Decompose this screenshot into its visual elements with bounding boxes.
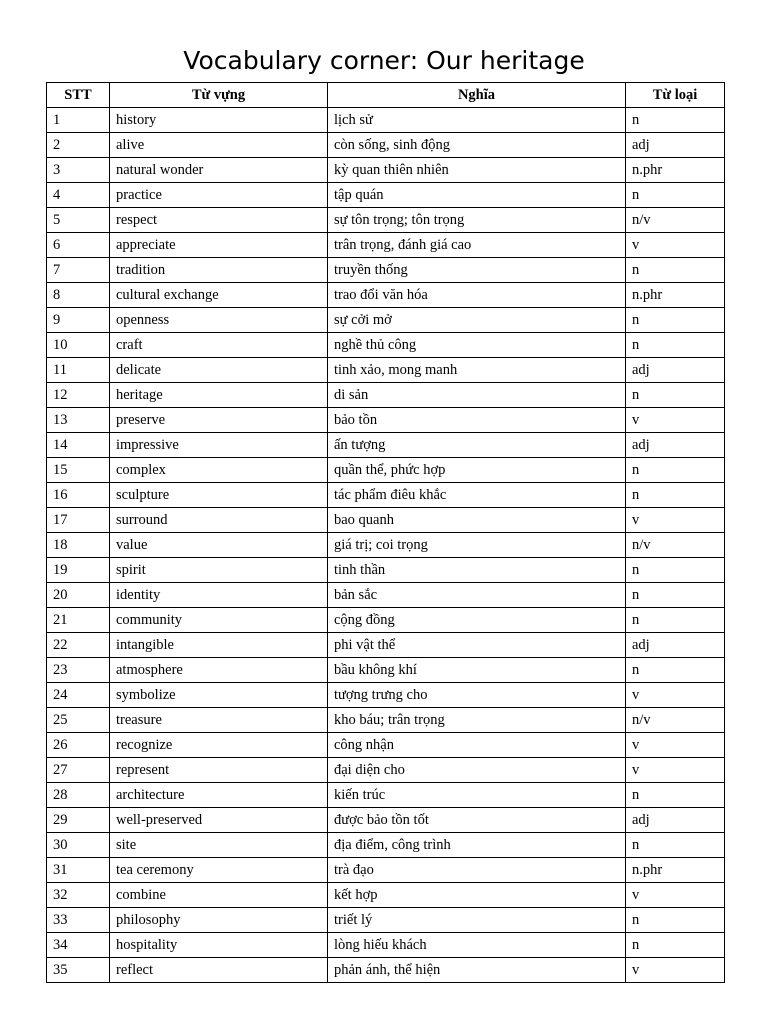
cell-word-type: v — [626, 408, 725, 433]
table-row — [47, 958, 725, 983]
cell-meaning: bảo tồn — [328, 408, 626, 433]
table-row — [47, 933, 725, 958]
cell-stt: 17 — [47, 508, 110, 533]
cell-stt: 7 — [47, 258, 110, 283]
page-title: Vocabulary corner: Our heritage — [183, 46, 585, 75]
table-row — [47, 758, 725, 783]
table-header-row — [47, 83, 725, 108]
cell-word: tea ceremony — [110, 858, 328, 883]
cell-meaning: trà đạo — [328, 858, 626, 883]
cell-word: heritage — [110, 383, 328, 408]
cell-word-type: n/v — [626, 708, 725, 733]
table-row — [47, 283, 725, 308]
cell-word: surround — [110, 508, 328, 533]
cell-word-type: n — [626, 908, 725, 933]
cell-word: value — [110, 533, 328, 558]
cell-meaning: lòng hiếu khách — [328, 933, 626, 958]
cell-meaning: truyền thống — [328, 258, 626, 283]
cell-word: identity — [110, 583, 328, 608]
cell-stt: 24 — [47, 683, 110, 708]
vocabulary-table — [46, 82, 725, 983]
table-row — [47, 208, 725, 233]
cell-word: represent — [110, 758, 328, 783]
cell-word-type: adj — [626, 358, 725, 383]
table-row — [47, 583, 725, 608]
cell-meaning: tinh thần — [328, 558, 626, 583]
cell-stt: 26 — [47, 733, 110, 758]
cell-word-type: n — [626, 783, 725, 808]
cell-word: community — [110, 608, 328, 633]
cell-word-type: n — [626, 483, 725, 508]
cell-meaning: bầu không khí — [328, 658, 626, 683]
cell-word: symbolize — [110, 683, 328, 708]
cell-word-type: v — [626, 883, 725, 908]
table-row — [47, 333, 725, 358]
cell-stt: 19 — [47, 558, 110, 583]
table-row — [47, 383, 725, 408]
cell-word: sculpture — [110, 483, 328, 508]
cell-stt: 11 — [47, 358, 110, 383]
cell-meaning: di sản — [328, 383, 626, 408]
cell-stt: 30 — [47, 833, 110, 858]
cell-word-type: n — [626, 308, 725, 333]
cell-word-type: v — [626, 958, 725, 983]
cell-word: craft — [110, 333, 328, 358]
table-row — [47, 483, 725, 508]
cell-word: alive — [110, 133, 328, 158]
table-row — [47, 633, 725, 658]
cell-meaning: lịch sử — [328, 108, 626, 133]
table-row — [47, 708, 725, 733]
cell-stt: 33 — [47, 908, 110, 933]
cell-stt: 31 — [47, 858, 110, 883]
cell-stt: 35 — [47, 958, 110, 983]
cell-stt: 23 — [47, 658, 110, 683]
header-stt: STT — [47, 83, 110, 108]
table-row — [47, 108, 725, 133]
header-meaning: Nghĩa — [328, 83, 626, 108]
cell-stt: 9 — [47, 308, 110, 333]
cell-meaning: công nhận — [328, 733, 626, 758]
table-row — [47, 808, 725, 833]
cell-word-type: v — [626, 508, 725, 533]
cell-meaning: quần thể, phức hợp — [328, 458, 626, 483]
table-row — [47, 433, 725, 458]
cell-word-type: adj — [626, 433, 725, 458]
table-row — [47, 908, 725, 933]
cell-meaning: địa điểm, công trình — [328, 833, 626, 858]
cell-word-type: n — [626, 458, 725, 483]
cell-word: hospitality — [110, 933, 328, 958]
cell-word-type: adj — [626, 808, 725, 833]
cell-meaning: bao quanh — [328, 508, 626, 533]
cell-stt: 2 — [47, 133, 110, 158]
cell-word-type: n — [626, 383, 725, 408]
cell-meaning: kiến trúc — [328, 783, 626, 808]
cell-word-type: n — [626, 558, 725, 583]
cell-word-type: n.phr — [626, 158, 725, 183]
cell-meaning: được bảo tồn tốt — [328, 808, 626, 833]
cell-word: preserve — [110, 408, 328, 433]
cell-meaning: phản ánh, thể hiện — [328, 958, 626, 983]
cell-word-type: v — [626, 758, 725, 783]
cell-meaning: giá trị; coi trọng — [328, 533, 626, 558]
cell-word-type: n/v — [626, 208, 725, 233]
cell-stt: 8 — [47, 283, 110, 308]
cell-word-type: v — [626, 233, 725, 258]
cell-stt: 34 — [47, 933, 110, 958]
cell-meaning: phi vật thể — [328, 633, 626, 658]
table-body — [47, 108, 725, 983]
table-row — [47, 833, 725, 858]
table-row — [47, 508, 725, 533]
cell-stt: 5 — [47, 208, 110, 233]
cell-stt: 28 — [47, 783, 110, 808]
cell-meaning: bản sắc — [328, 583, 626, 608]
cell-meaning: trân trọng, đánh giá cao — [328, 233, 626, 258]
cell-word: treasure — [110, 708, 328, 733]
cell-word: respect — [110, 208, 328, 233]
cell-word-type: n — [626, 608, 725, 633]
cell-word: reflect — [110, 958, 328, 983]
table-row — [47, 158, 725, 183]
cell-meaning: tập quán — [328, 183, 626, 208]
cell-word: tradition — [110, 258, 328, 283]
cell-word: openness — [110, 308, 328, 333]
cell-stt: 18 — [47, 533, 110, 558]
cell-word: philosophy — [110, 908, 328, 933]
cell-word: history — [110, 108, 328, 133]
table-row — [47, 858, 725, 883]
cell-word-type: n/v — [626, 533, 725, 558]
cell-word-type: n.phr — [626, 858, 725, 883]
cell-word: delicate — [110, 358, 328, 383]
cell-word: spirit — [110, 558, 328, 583]
cell-word-type: v — [626, 683, 725, 708]
table-row — [47, 258, 725, 283]
cell-stt: 15 — [47, 458, 110, 483]
cell-stt: 20 — [47, 583, 110, 608]
cell-stt: 21 — [47, 608, 110, 633]
cell-word: practice — [110, 183, 328, 208]
table-row — [47, 458, 725, 483]
cell-stt: 16 — [47, 483, 110, 508]
cell-stt: 4 — [47, 183, 110, 208]
table-row — [47, 658, 725, 683]
cell-word: combine — [110, 883, 328, 908]
table-row — [47, 683, 725, 708]
cell-meaning: cộng đồng — [328, 608, 626, 633]
cell-meaning: ấn tượng — [328, 433, 626, 458]
cell-word: appreciate — [110, 233, 328, 258]
table-row — [47, 358, 725, 383]
cell-word-type: n — [626, 258, 725, 283]
cell-stt: 29 — [47, 808, 110, 833]
cell-word: well-preserved — [110, 808, 328, 833]
table-row — [47, 533, 725, 558]
cell-meaning: sự cởi mở — [328, 308, 626, 333]
cell-meaning: nghề thủ công — [328, 333, 626, 358]
cell-stt: 6 — [47, 233, 110, 258]
cell-stt: 1 — [47, 108, 110, 133]
cell-stt: 13 — [47, 408, 110, 433]
table-row — [47, 308, 725, 333]
cell-word-type: n — [626, 108, 725, 133]
cell-stt: 10 — [47, 333, 110, 358]
header-vocabulary: Từ vựng — [110, 83, 328, 108]
cell-meaning: kho báu; trân trọng — [328, 708, 626, 733]
cell-word: cultural exchange — [110, 283, 328, 308]
cell-stt: 12 — [47, 383, 110, 408]
table-row — [47, 558, 725, 583]
cell-word: architecture — [110, 783, 328, 808]
cell-word: recognize — [110, 733, 328, 758]
header-word-type: Từ loại — [626, 83, 725, 108]
cell-word-type: n — [626, 658, 725, 683]
cell-stt: 3 — [47, 158, 110, 183]
cell-word-type: adj — [626, 633, 725, 658]
cell-word-type: n.phr — [626, 283, 725, 308]
cell-meaning: còn sống, sinh động — [328, 133, 626, 158]
cell-word-type: n — [626, 933, 725, 958]
cell-meaning: tinh xảo, mong manh — [328, 358, 626, 383]
table-row — [47, 133, 725, 158]
table-row — [47, 183, 725, 208]
cell-stt: 22 — [47, 633, 110, 658]
cell-meaning: tượng trưng cho — [328, 683, 626, 708]
cell-meaning: triết lý — [328, 908, 626, 933]
table-row — [47, 233, 725, 258]
cell-word-type: n — [626, 333, 725, 358]
cell-word: impressive — [110, 433, 328, 458]
cell-word: complex — [110, 458, 328, 483]
table-row — [47, 608, 725, 633]
cell-stt: 25 — [47, 708, 110, 733]
cell-stt: 14 — [47, 433, 110, 458]
cell-meaning: tác phẩm điêu khắc — [328, 483, 626, 508]
cell-word-type: n — [626, 183, 725, 208]
cell-word: site — [110, 833, 328, 858]
cell-meaning: kết hợp — [328, 883, 626, 908]
cell-word-type: v — [626, 733, 725, 758]
cell-meaning: sự tôn trọng; tôn trọng — [328, 208, 626, 233]
cell-word-type: adj — [626, 133, 725, 158]
cell-word-type: n — [626, 583, 725, 608]
cell-word: atmosphere — [110, 658, 328, 683]
table-row — [47, 783, 725, 808]
cell-word: intangible — [110, 633, 328, 658]
table-row — [47, 733, 725, 758]
cell-meaning: đại diện cho — [328, 758, 626, 783]
cell-meaning: trao đổi văn hóa — [328, 283, 626, 308]
cell-word: natural wonder — [110, 158, 328, 183]
cell-word-type: n — [626, 833, 725, 858]
cell-stt: 32 — [47, 883, 110, 908]
table-row — [47, 408, 725, 433]
cell-meaning: kỳ quan thiên nhiên — [328, 158, 626, 183]
cell-stt: 27 — [47, 758, 110, 783]
table-row — [47, 883, 725, 908]
